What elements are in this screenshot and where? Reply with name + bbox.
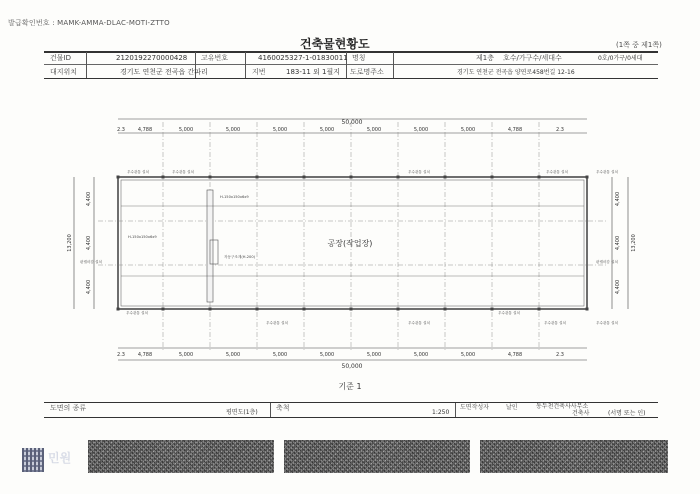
column-mark: [209, 176, 212, 179]
room-label: 공장(작업장): [327, 239, 373, 248]
left-dimension-label: 4,400: [86, 235, 92, 251]
column-mark: [538, 308, 541, 311]
bottom-dimension-label: 5,000: [272, 352, 288, 358]
column-mark: [209, 308, 212, 311]
issue-number: 발급확인번호 : MAMK-AMMA-DLAC-MOTI-ZTTO: [8, 19, 170, 27]
page-count: (1쪽 중 제1쪽): [616, 41, 662, 49]
name-label: 명칭: [352, 54, 366, 62]
top-dimension-label: 5,000: [319, 127, 335, 133]
location-value: 경기도 연천군 전곡읍 간파리: [120, 68, 208, 76]
document-title: 건축물현황도: [300, 37, 370, 51]
building-id-label: 건물ID: [50, 54, 71, 62]
annotation-top-d: 우수관통 설치: [546, 170, 568, 174]
left-dimension-label: 4,400: [86, 191, 92, 207]
annotation-bot-f: 우수관통 설치: [596, 321, 618, 325]
column-mark: [397, 308, 400, 311]
annotation-mid-a: H-150x150x6x9: [220, 195, 249, 199]
author-seal-label: 날인: [506, 404, 518, 411]
qr-code-icon: [22, 448, 44, 472]
column-mark: [350, 176, 353, 179]
security-pattern: [88, 440, 274, 473]
bottom-dimension-label: 5,000: [225, 352, 241, 358]
column-mark: [303, 308, 306, 311]
unique-no-label: 고유번호: [201, 54, 229, 62]
top-dimension-label: 5,000: [178, 127, 194, 133]
column-mark: [586, 308, 589, 311]
author-sub: 건축사: [572, 410, 590, 417]
top-dimension-label: 4,788: [507, 127, 523, 133]
floor-info-label: 호수/가구수/세대수: [503, 54, 562, 62]
annotation-bot-a: 우수관통 설치: [126, 311, 148, 315]
bottom-total-dimension: 50,000: [341, 363, 363, 370]
bottom-dimension-label: 4,788: [507, 352, 523, 358]
road-address-value: 경기도 연천군 전곡읍 양연로458번길 12-16: [457, 69, 575, 76]
column-mark: [303, 176, 306, 179]
author-value: 동두천건축사사무소: [536, 403, 589, 410]
top-dimension-label: 2.3: [556, 127, 564, 133]
annotation-bot-d: 우수관통 설치: [498, 311, 520, 315]
column-mark: [586, 176, 589, 179]
top-dimension-label: 5,000: [460, 127, 476, 133]
top-dimension-label: 5,000: [225, 127, 241, 133]
author-label: 도면작성자: [460, 404, 489, 411]
drawing-caption: 기준 1: [338, 382, 362, 391]
top-dimension-label: 2.3: [117, 127, 125, 133]
column-mark: [538, 176, 541, 179]
top-dimension-label: 4,788: [137, 127, 153, 133]
column-mark: [444, 176, 447, 179]
annotation-bot-c: 우수관통 설치: [408, 321, 430, 325]
column-mark: [256, 176, 259, 179]
security-pattern: [284, 440, 470, 473]
bottom-dimension-label: 2.3: [117, 352, 125, 358]
column-mark: [162, 308, 165, 311]
column-mark: [117, 176, 120, 179]
annotation-right-a: 판넬마감 설치: [596, 260, 618, 264]
column-mark: [491, 308, 494, 311]
bottom-dimension-label: 4,788: [137, 352, 153, 358]
drawing-type-value: 평면도(1층): [226, 409, 258, 416]
right-dimension-label: 4,400: [615, 235, 621, 251]
annotation-left-a: 판넬마감 설치: [80, 260, 102, 264]
lot-label: 지번: [252, 68, 266, 76]
annotation-mid-b: H-150x150x6x9: [128, 235, 157, 239]
top-total-dimension: 50,000: [341, 119, 363, 126]
unique-no-value: 4160025327-1-01830011: [258, 54, 348, 62]
footer-divider: [455, 403, 456, 417]
annotation-top-a: 우수관통 설치: [127, 170, 149, 174]
footer-divider: [270, 403, 271, 417]
grid-lines: [98, 122, 608, 352]
scale-value: 1:250: [432, 409, 450, 416]
floor-info-value: 0호/0가구/0세대: [598, 55, 643, 62]
top-dimension-label: 5,000: [413, 127, 429, 133]
bottom-dimension-label: 5,000: [460, 352, 476, 358]
bottom-dimension-label: 5,000: [366, 352, 382, 358]
right-dimension-label: 4,400: [615, 191, 621, 207]
bottom-dimension-label: 2.3: [556, 352, 564, 358]
stamp-text: 민원: [48, 451, 72, 465]
right-total-dimension: 13,200: [631, 234, 637, 252]
column-mark: [491, 176, 494, 179]
annotation-bot-b: 우수관통 설치: [266, 321, 288, 325]
bottom-dimension-label: 5,000: [178, 352, 194, 358]
column-mark: [350, 308, 353, 311]
column-mark: [444, 308, 447, 311]
column-mark: [256, 308, 259, 311]
bottom-dimension-label: 5,000: [413, 352, 429, 358]
scale-label: 축척: [276, 404, 290, 412]
annotation-mid-c: 자동구조계(H-200): [224, 255, 256, 259]
top-dimension-label: 5,000: [272, 127, 288, 133]
footer-bottom-rule: [44, 417, 658, 418]
left-total-dimension: 13,200: [67, 234, 73, 252]
annotation-top-e: 우수관통 설치: [596, 170, 618, 174]
annotation-top-c: 우수관통 설치: [408, 170, 430, 174]
right-dimension-label: 4,400: [615, 279, 621, 295]
floor-label: 제1층: [476, 54, 494, 62]
lot-value: 183-11 외 1필지: [286, 68, 340, 76]
bottom-dimension-label: 5,000: [319, 352, 335, 358]
building-id-value: 2120192270000428: [116, 54, 188, 62]
column-mark: [117, 308, 120, 311]
author-note: (서명 또는 인): [608, 410, 646, 417]
security-pattern: [480, 440, 668, 473]
column-mark: [162, 176, 165, 179]
column-mark: [397, 176, 400, 179]
location-label: 대지위치: [50, 68, 78, 76]
road-address-label: 도로명주소: [350, 68, 384, 76]
top-dimension-label: 5,000: [366, 127, 382, 133]
annotation-top-b: 우수관통 설치: [172, 170, 194, 174]
annotation-bot-e: 우수관통 설치: [544, 321, 566, 325]
left-dimension-label: 4,400: [86, 279, 92, 295]
drawing-type-label: 도면의 종류: [50, 404, 87, 412]
